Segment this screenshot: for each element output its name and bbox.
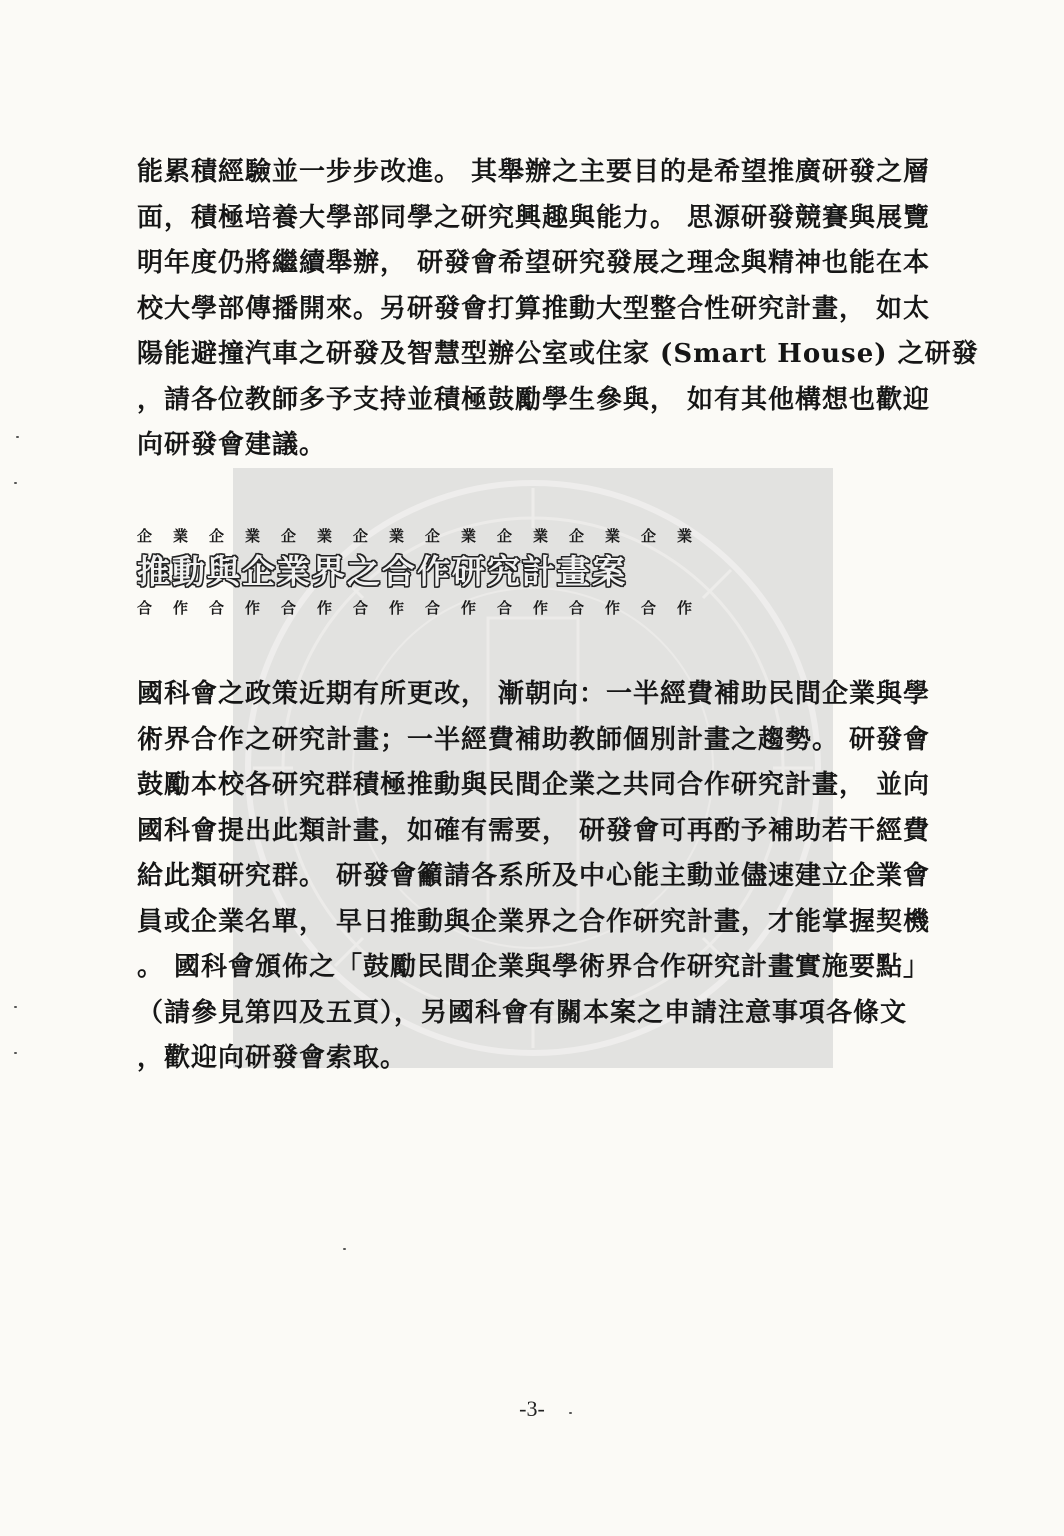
decoration-char: 合 xyxy=(641,599,657,617)
decoration-char: 企 xyxy=(497,527,513,545)
page-number: -3- xyxy=(519,1396,545,1421)
decoration-char: 合 xyxy=(209,599,225,617)
decoration-char: 業 xyxy=(461,527,477,545)
text-line: 鼓勵本校各研究群積極推動與民間企業之共同合作研究計畫， 並向 xyxy=(137,770,931,800)
paragraph-1 xyxy=(137,150,979,469)
decoration-char: 合 xyxy=(353,599,369,617)
text-line: ，歡迎向研發會索取。 xyxy=(137,1043,408,1073)
decoration-char: 企 xyxy=(425,527,441,545)
decoration-char: 業 xyxy=(389,527,405,545)
text-line: ，請各位教師多予支持並積極鼓勵學生參與， 如有其他構想也歡迎 xyxy=(137,384,931,415)
decoration-char: 合 xyxy=(425,599,441,617)
decoration-char: 合 xyxy=(497,599,513,617)
decoration-char: 業 xyxy=(317,527,333,545)
scan-speck xyxy=(16,436,19,438)
decoration-char: 合 xyxy=(281,599,297,617)
decoration-char: 業 xyxy=(245,527,261,545)
decoration-char: 企 xyxy=(569,527,585,545)
text-line: 陽能避撞汽車之研發及智慧型辦公室或住家 (Smart House) 之研發 xyxy=(137,339,979,369)
banner-bottom-decoration xyxy=(137,596,737,620)
text-line: 給此類研究群。 研發會籲請各系所及中心能主動並儘速建立企業會 xyxy=(137,861,931,891)
text-line: 。 國科會頒佈之「鼓勵民間企業與學術界合作研究計畫實施要點」 xyxy=(137,952,931,982)
decoration-char: 業 xyxy=(533,527,549,545)
text-line: 向研發會建議。 xyxy=(137,430,327,460)
text-line: 面，積極培養大學部同學之研究興趣與能力。 思源研發競賽與展覽 xyxy=(137,202,931,233)
decoration-char: 業 xyxy=(173,527,189,545)
decoration-char: 作 xyxy=(317,599,333,617)
decoration-char: 企 xyxy=(209,527,225,545)
decoration-char: 作 xyxy=(677,599,693,617)
scan-speck xyxy=(14,482,17,484)
decoration-char: 業 xyxy=(677,527,693,545)
decoration-char: 企 xyxy=(641,527,657,545)
decoration-char: 作 xyxy=(245,599,261,617)
scan-speck xyxy=(14,1006,17,1008)
decoration-char: 作 xyxy=(533,599,549,617)
text-line: 能累積經驗並一步步改進。 其舉辦之主要目的是希望推廣研發之層 xyxy=(137,157,931,187)
section-banner xyxy=(137,524,737,620)
paragraph-2 xyxy=(137,672,931,1082)
decoration-char: 作 xyxy=(605,599,621,617)
decoration-char: 業 xyxy=(605,527,621,545)
section-title: 推動與企業界之合作研究計畫案 xyxy=(137,552,627,591)
decoration-char: 合 xyxy=(137,599,153,617)
decoration-char: 作 xyxy=(461,599,477,617)
scan-speck xyxy=(343,1248,346,1250)
scan-speck xyxy=(569,1412,572,1414)
text-line: （請參見第四及五頁），另國科會有關本案之申請注意事項各條文 xyxy=(137,997,908,1028)
text-line: 員或企業名單， 早日推動與企業界之合作研究計畫，才能掌握契機 xyxy=(137,906,931,937)
text-line: 術界合作之研究計畫；一半經費補助教師個別計畫之趨勢。 研發會 xyxy=(137,724,931,755)
text-line: 明年度仍將繼續舉辦， 研發會希望研究發展之理念與精神也能在本 xyxy=(137,248,931,278)
decoration-char: 企 xyxy=(353,527,369,545)
decoration-char: 作 xyxy=(389,599,405,617)
decoration-char: 企 xyxy=(281,527,297,545)
text-line: 國科會提出此類計畫，如確有需要， 研發會可再酌予補助若干經費 xyxy=(137,815,931,846)
decoration-char: 企 xyxy=(137,527,153,545)
decoration-char: 作 xyxy=(173,599,189,617)
text-line: 國科會之政策近期有所更改， 漸朝向：一半經費補助民間企業與學 xyxy=(137,679,931,709)
banner-top-decoration xyxy=(137,524,737,548)
text-line: 校大學部傳播開來。另研發會打算推動大型整合性研究計畫， 如太 xyxy=(137,293,931,324)
decoration-char: 合 xyxy=(569,599,585,617)
scan-speck xyxy=(14,1052,17,1054)
